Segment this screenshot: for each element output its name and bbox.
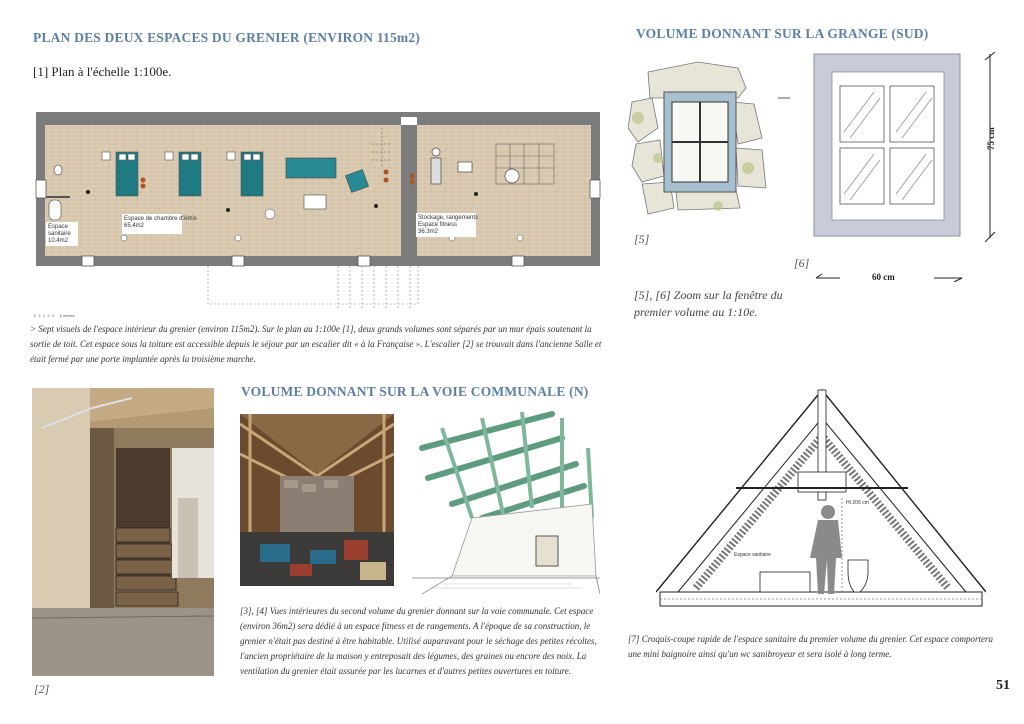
room-right-name: Stockage, rangements [418,215,479,221]
room-left-name: Espace de chambre d'Amis [124,216,197,222]
ref-6: [6] [794,256,810,270]
plan-caption: > Sept visuels de l'espace intérieur du grenier (environ 115m2). Sur le plan au 1:100e [1], deux grands volumes sont séparés par un mur épais soutenant la sortie de toit. Cet espace sous la toiture est accessible depuis le séjour par un escalier dit « à la Française ». L'escalier [2] se trouvait dans l'ancienne Salle et était fermé par une porte implantée après la troisième marche. [30,324,602,364]
window-width: 60 cm [872,272,895,282]
north-heading: VOLUME DONNANT SUR LA VOIE COMMUNALE (N) [241,384,589,399]
sanitary-area: 10.4m2 [48,238,69,244]
attic-photo [240,414,394,586]
section-caption: [7] Croquis-coupe rapide de l'espace sanitaire du premier volume du grenier. Cet espace comportera une mini baignoire ainsi qu'un wc sanibroyeur et sera isolé à long terme. [628,634,994,659]
plan-scale-bar: 0 1 2 3 4 5 mètres [34,313,76,318]
section-room-label: Espace sanitaire [734,552,771,558]
ref-2: [2] [34,682,50,696]
south-heading: VOLUME DONNANT SUR LA GRANGE (SUD) [636,26,929,41]
page-number: 51 [996,678,1010,693]
window-height: 75 cm [986,127,996,150]
room-right-use: Espace fitness [418,222,458,228]
ref-5: [5] [634,232,650,246]
north-caption: [3], [4] Vues intérieures du second volume du grenier donnant sur la voie communale. Cet espace (environ 36m2) sera dédié à un espace fitness et de rangements. A l'époque de sa construction, le grenier n'était pas destiné à être habitable. Utilisé auparavant pour le séchage des petites récoltes, l'ancien propriétaire de la maison y entreposait des légumes, des graines ou encore des noix. La ventilation du grenier était assurée par les lucarnes et d'autres petites ouvertures en toiture. [240,606,597,676]
window-caption: [5], [6] Zoom sur la fenêtre du premier volume au 1:10e. [634,288,783,319]
plan-heading: PLAN DES DEUX ESPACES DU GRENIER (ENVIRON 115m2) [33,30,421,45]
stair-photo [32,388,214,676]
window-elevation [812,52,962,238]
room-right-label [418,215,478,236]
attic-sketch [412,408,600,596]
sanitary-name-2: sanitaire [48,231,71,237]
room-right-area: 36.3m2 [418,229,439,235]
plan-subtitle: [1] Plan à l'échelle 1:100e. [33,64,172,79]
section-height-label: Ht 206 cm [846,500,869,506]
window-sketch [628,58,790,228]
room-left-label [124,216,197,230]
room-left-area: 65.4m2 [124,223,145,229]
floor-plan [32,108,604,323]
sanitary-label [48,224,71,245]
sanitary-name-1: Espace [48,224,69,230]
section-sketch [656,388,986,614]
